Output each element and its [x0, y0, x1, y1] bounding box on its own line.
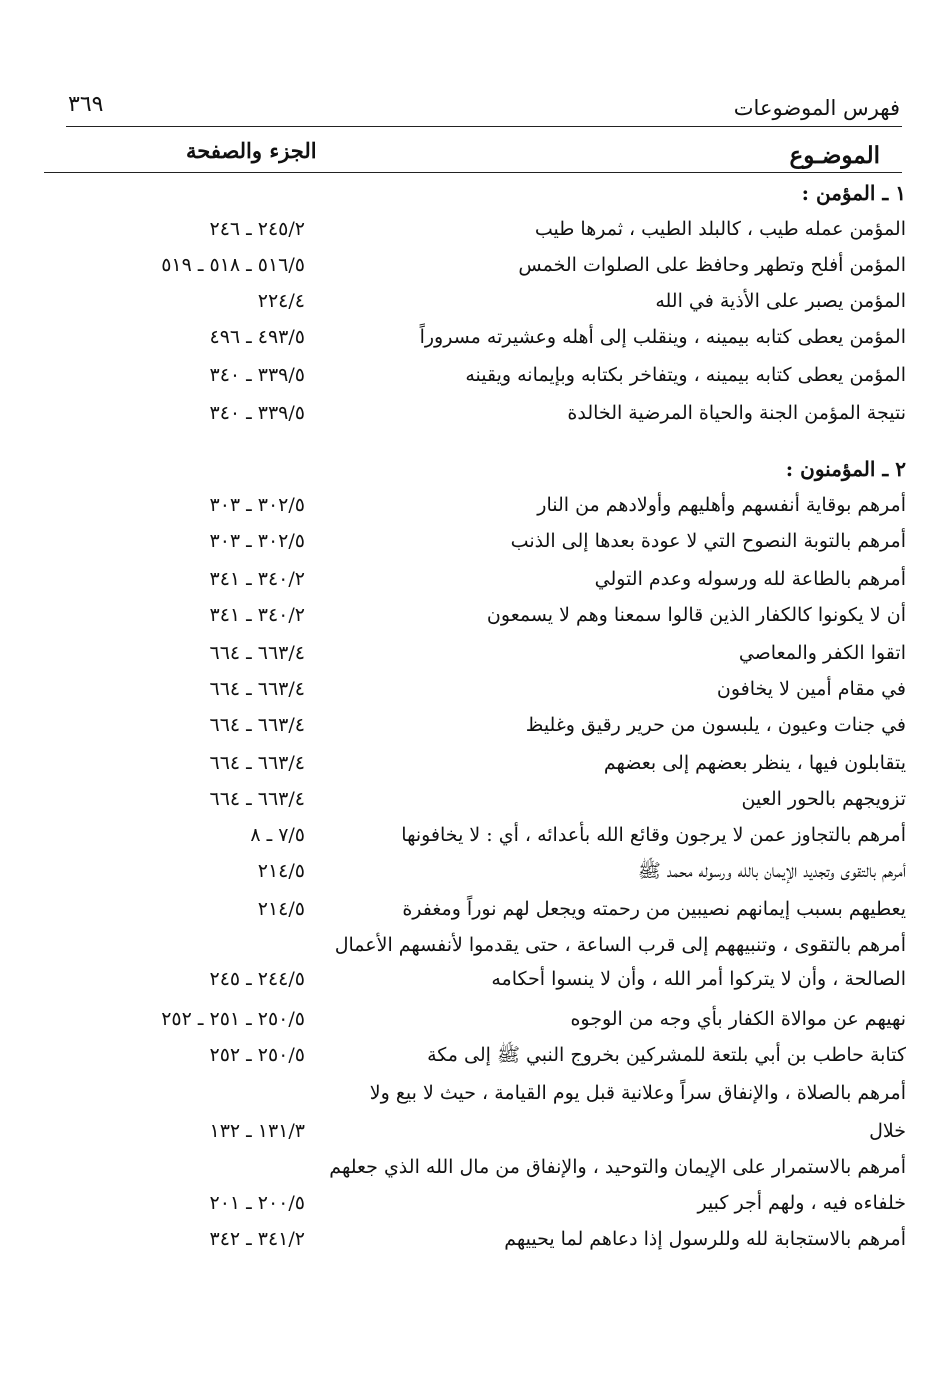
- entry-volume-page: ٦٦٣/٤ ـ ٦٦٤: [209, 642, 305, 664]
- entry-topic: أمرهم بالتقوى وتجديد الإيمان بالله ورسوله محمد ﷺ: [637, 860, 906, 882]
- index-entry: [0, 360, 946, 394]
- entry-topic: نتيجة المؤمن الجنة والحياة المرضية الخالدة: [567, 402, 906, 424]
- section-heading-text: ٢ ـ المؤمنون :: [785, 457, 906, 481]
- index-entry: [0, 398, 946, 432]
- index-entry: [0, 638, 946, 672]
- entry-topic: أمرهم بالطاعة لله ورسوله وعدم التولي: [594, 568, 906, 590]
- column-heading-volume-page: الجزء والصفحة: [186, 138, 317, 163]
- entry-topic: أمرهم بالتقوى ، وتنبيههم إلى قرب الساعة ، حتى يقدموا لأنفسهم الأعمال: [334, 934, 906, 956]
- entry-volume-page: ٢٥٠/٥ ـ ٢٥٢: [209, 1044, 305, 1066]
- entry-topic: نهيهم عن موالاة الكفار بأي وجه من الوجوه: [570, 1008, 906, 1030]
- entry-volume-page: ٣٣٩/٥ ـ ٣٤٠: [209, 364, 305, 386]
- entry-volume-page: ٢٥٠/٥ ـ ٢٥١ ـ ٢٥٢: [161, 1008, 305, 1030]
- column-heading-topic: الموضـوع: [789, 142, 880, 169]
- index-entry: [0, 820, 946, 854]
- index-entry: [0, 1224, 946, 1258]
- entry-volume-page: ٢١٤/٥: [257, 898, 305, 920]
- entry-topic: المؤمن يعطى كتابه بيمينه ، ويتفاخر بكتابه وبإيمانه ويقينه: [465, 364, 906, 386]
- entry-topic: خلفاءه فيه ، ولهم أجر كبير: [697, 1192, 906, 1214]
- index-entry: [0, 964, 946, 998]
- entry-topic: تزويجهم بالحور العين: [741, 788, 906, 810]
- section-heading-text: ١ ـ المؤمن :: [801, 181, 906, 205]
- entry-topic: الصالحة ، وأن لا يتركوا أمر الله ، وأن لا ينسوا أحكامه: [491, 968, 906, 990]
- entry-volume-page: ٣٠٢/٥ ـ ٣٠٣: [209, 530, 305, 552]
- running-title: فهرس الموضوعات: [733, 96, 900, 120]
- index-entry: [0, 1188, 946, 1222]
- index-entry: [0, 600, 946, 634]
- entry-topic: المؤمن يصبر على الأذية في الله: [655, 290, 906, 312]
- entry-volume-page: ٢٤٤/٥ ـ ٢٤٥: [209, 968, 305, 990]
- index-entry: [0, 1152, 946, 1186]
- index-entry: [0, 526, 946, 560]
- entry-volume-page: ٦٦٣/٤ ـ ٦٦٤: [209, 714, 305, 736]
- index-entry: [0, 322, 946, 356]
- entry-topic: يعطيهم بسبب إيمانهم نصيبين من رحمته ويجعل لهم نوراً ومغفرة: [402, 898, 906, 920]
- entry-topic: المؤمن أفلح وتطهر وحافظ على الصلوات الخمس: [518, 254, 906, 276]
- index-entry: [0, 564, 946, 598]
- index-entry: [0, 930, 946, 964]
- index-entry: [0, 490, 946, 524]
- index-entry: [0, 286, 946, 320]
- entry-volume-page: ١٣١/٣ ـ ١٣٢: [209, 1120, 305, 1142]
- index-entry: [0, 214, 946, 248]
- index-entry: [0, 1004, 946, 1038]
- entry-volume-page: ٢٤٥/٢ ـ ٢٤٦: [209, 218, 305, 240]
- section-heading: [0, 454, 946, 488]
- index-entry: [0, 250, 946, 284]
- index-entry: [0, 674, 946, 708]
- entry-volume-page: ٣٠٢/٥ ـ ٣٠٣: [209, 494, 305, 516]
- entry-volume-page: ٤٩٣/٥ ـ ٤٩٦: [209, 326, 305, 348]
- entry-topic: أن لا يكونوا كالكفار الذين قالوا سمعنا وهم لا يسمعون: [486, 604, 906, 626]
- entry-topic: أمرهم بالتوبة النصوح التي لا عودة بعدها إلى الذنب: [510, 530, 906, 552]
- entry-volume-page: ٧/٥ ـ ٨: [250, 824, 305, 846]
- entry-volume-page: ٦٦٣/٤ ـ ٦٦٤: [209, 678, 305, 700]
- index-entry: [0, 710, 946, 744]
- entry-volume-page: ٢٠٠/٥ ـ ٢٠١: [209, 1192, 305, 1214]
- index-entry: [0, 1078, 946, 1112]
- entry-volume-page: ٥١٦/٥ ـ ٥١٨ ـ ٥١٩: [161, 254, 305, 276]
- entry-topic: في جنات وعيون ، يلبسون من حرير رقيق وغليظ: [525, 714, 906, 736]
- index-entry: [0, 856, 946, 890]
- entry-volume-page: ٢١٤/٥: [257, 860, 305, 882]
- section-heading: [0, 178, 946, 212]
- entry-topic: يتقابلون فيها ، ينظر بعضهم إلى بعضهم: [603, 752, 906, 774]
- entry-volume-page: ٦٦٣/٤ ـ ٦٦٤: [209, 788, 305, 810]
- index-entry: [0, 1116, 946, 1150]
- index-entry: [0, 894, 946, 928]
- index-entry: [0, 748, 946, 782]
- entry-topic: أمرهم بالتجاوز عمن لا يرجون وقائع الله بأعدائه ، أي : لا يخافونها: [401, 824, 906, 846]
- entry-topic: اتقوا الكفر والمعاصي: [738, 642, 906, 664]
- entry-volume-page: ٦٦٣/٤ ـ ٦٦٤: [209, 752, 305, 774]
- entry-topic: أمرهم بالاستجابة لله وللرسول إذا دعاهم لما يحييهم: [504, 1228, 906, 1250]
- entry-topic: كتابة حاطب بن أبي بلتعة للمشركين بخروج النبي ﷺ إلى مكة: [427, 1044, 906, 1066]
- entry-topic: المؤمن يعطى كتابه بيمينه ، وينقلب إلى أهله وعشيرته مسروراً: [419, 326, 906, 348]
- index-entry: [0, 784, 946, 818]
- entry-topic: المؤمن عمله طيب ، كالبلد الطيب ، ثمرها طيب: [534, 218, 906, 240]
- entry-topic: أمرهم بالصلاة ، والإنفاق سراً وعلانية قبل يوم القيامة ، حيث لا بيع ولا: [369, 1082, 906, 1104]
- index-entry: [0, 1040, 946, 1074]
- entry-topic: أمرهم بوقاية أنفسهم وأهليهم وأولادهم من النار: [537, 494, 906, 516]
- entry-topic: خلال: [869, 1120, 906, 1142]
- entry-topic: أمرهم بالاستمرار على الإيمان والتوحيد ، والإنفاق من مال الله الذي جعلهم: [329, 1156, 906, 1178]
- entry-volume-page: ٢٢٤/٤: [257, 290, 305, 312]
- entry-topic: في مقام أمين لا يخافون: [716, 678, 906, 700]
- page-number: ٣٦٩: [68, 92, 104, 117]
- entry-volume-page: ٣٤١/٢ ـ ٣٤٢: [209, 1228, 305, 1250]
- entry-volume-page: ٣٤٠/٢ ـ ٣٤١: [209, 568, 305, 590]
- entry-volume-page: ٣٤٠/٢ ـ ٣٤١: [209, 604, 305, 626]
- entry-volume-page: ٣٣٩/٥ ـ ٣٤٠: [209, 402, 305, 424]
